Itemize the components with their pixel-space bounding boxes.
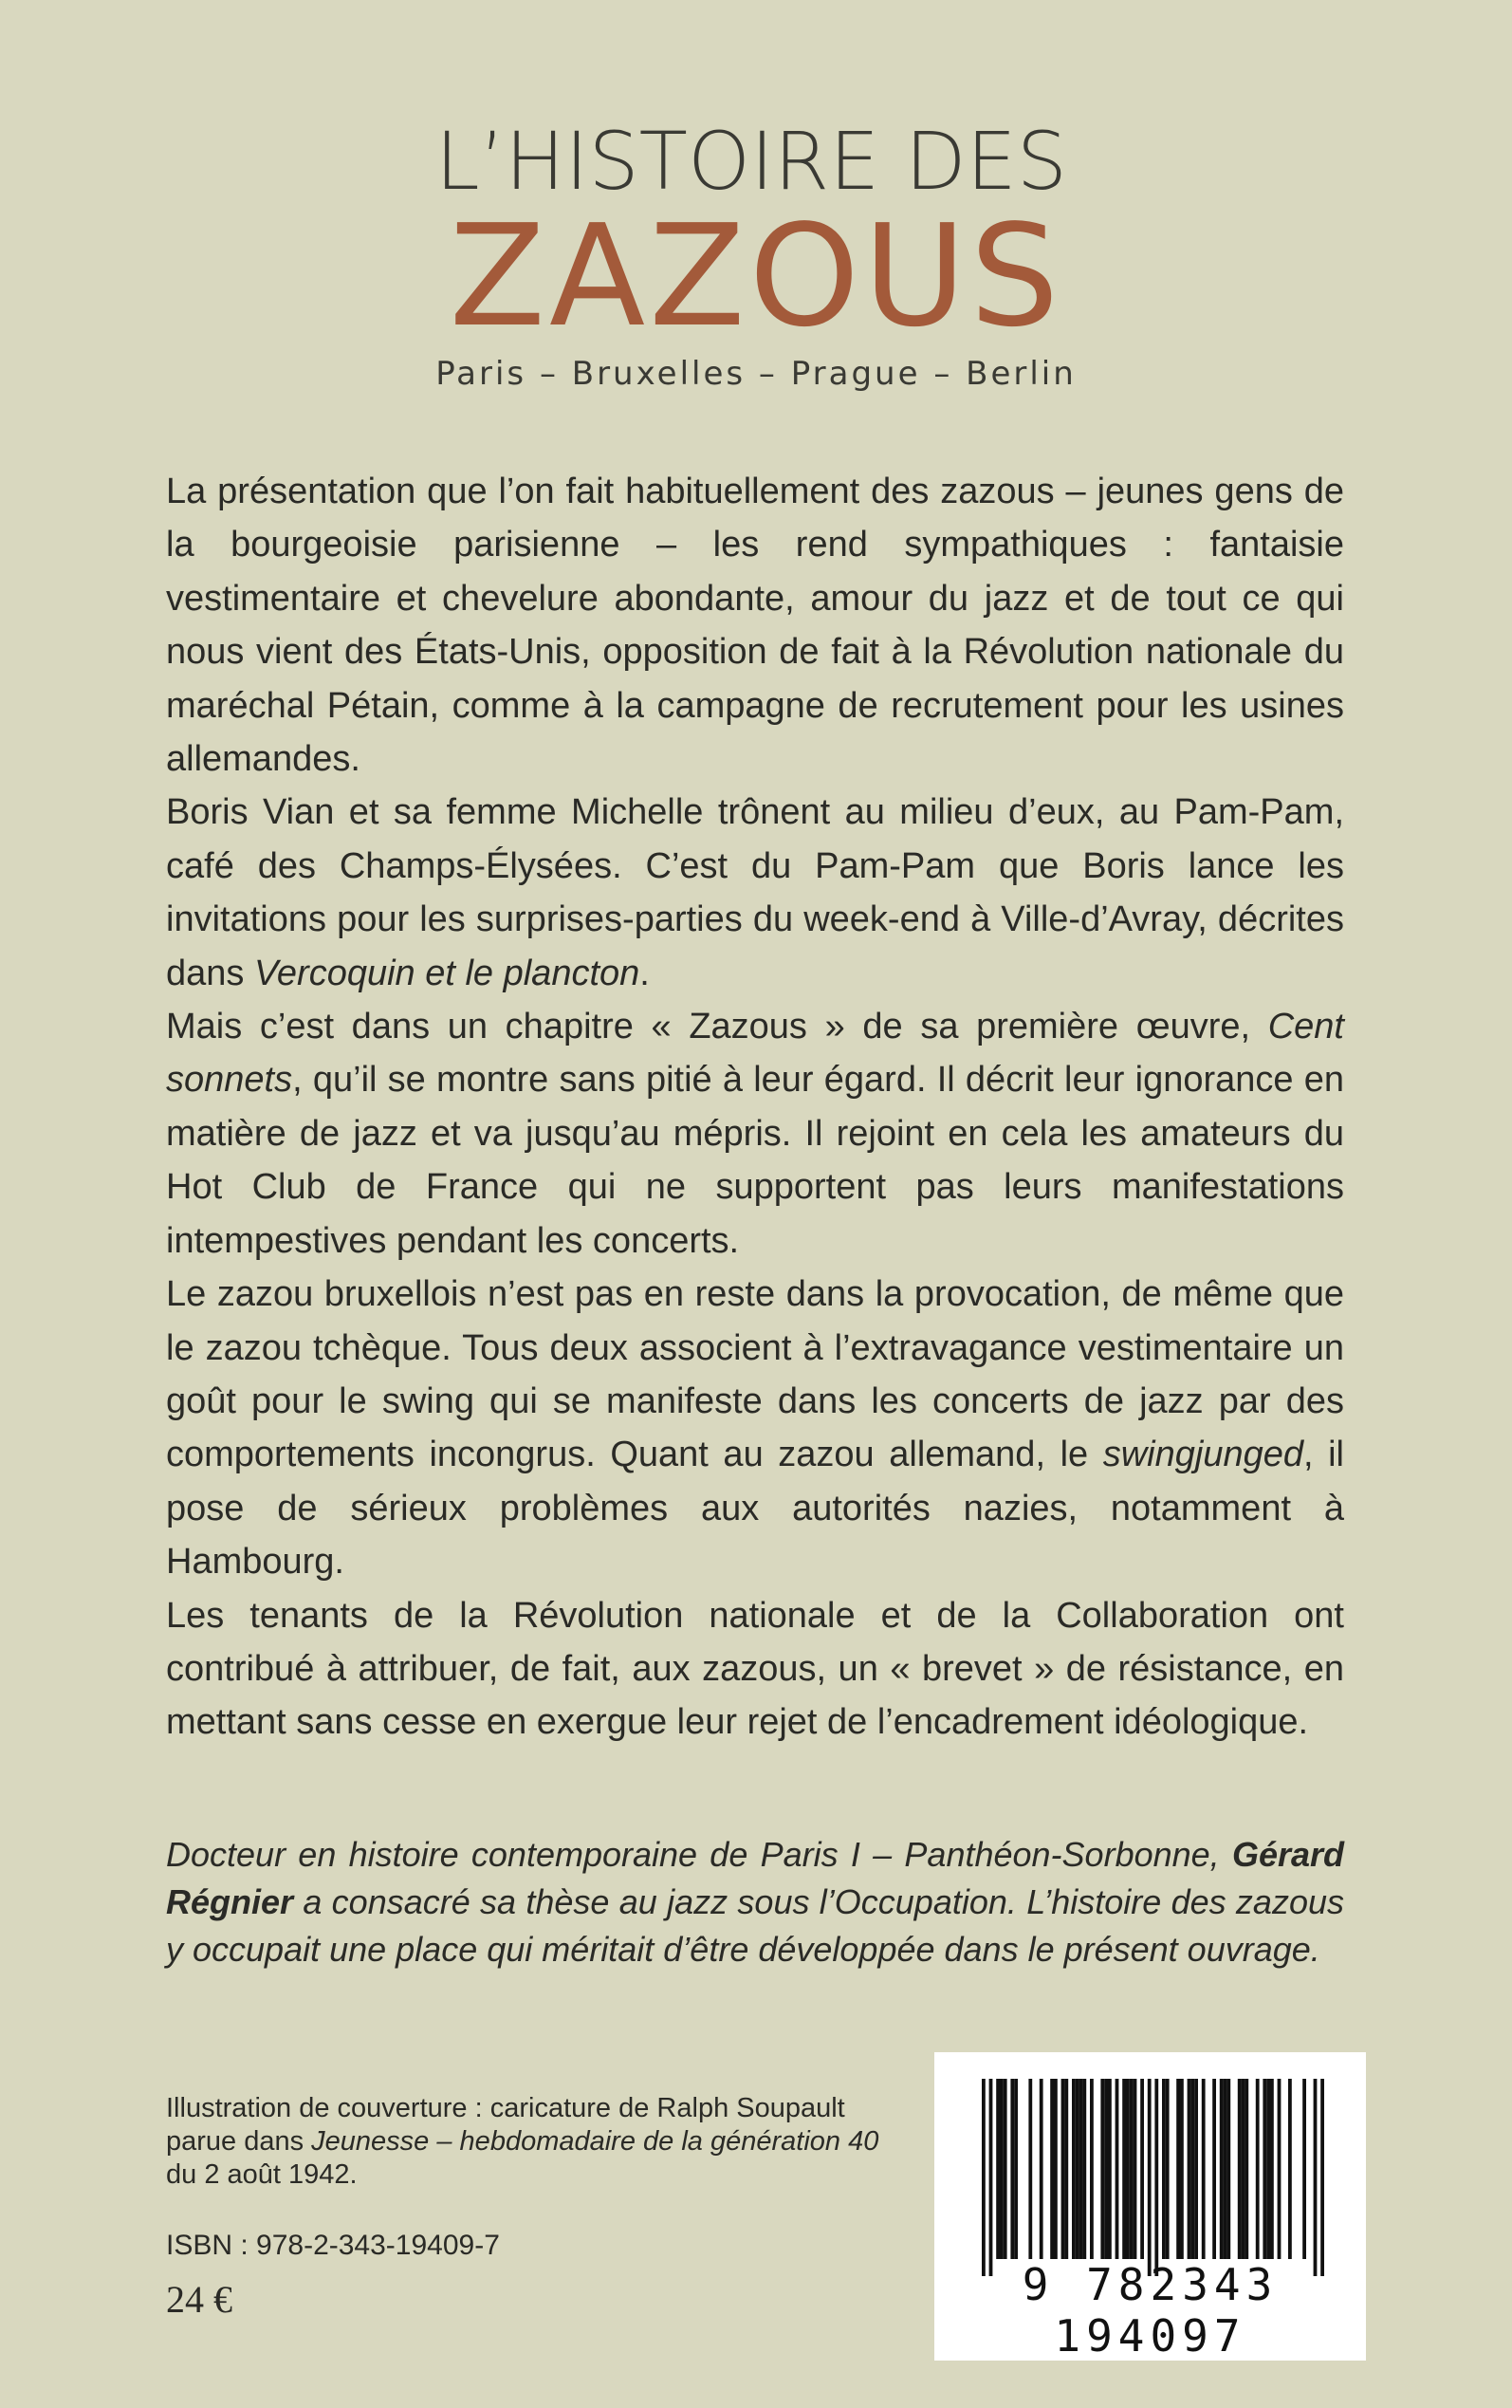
barcode-bar: [1140, 2079, 1144, 2259]
blurb-paragraph: Mais c’est dans un chapitre « Zazous » de sa première œuvre, Cent sonnets, qu’il se montre sans pitié à leur égard. Il décrit leur ignorance en matière de jazz et va jusqu’au mépris. Il rejoint en cela les amateurs du Hot Club de France qui ne supportent pas leurs manifestations intempestives pendant les concerts.: [166, 1007, 1344, 1261]
foreign-term: swingjunged: [1102, 1435, 1303, 1475]
barcode-bar: [1148, 2079, 1152, 2276]
back-cover-blurb: [166, 465, 1344, 1750]
barcode-bar: [1000, 2079, 1004, 2259]
barcode-bar: [1212, 2079, 1216, 2259]
barcode-bar: [1256, 2079, 1260, 2259]
author-name: Gérard Régnier: [166, 1835, 1344, 1921]
barcode-bar: [1266, 2079, 1270, 2259]
barcode-bar: [1134, 2079, 1137, 2259]
barcode-bar: [1100, 2079, 1104, 2259]
barcode-bar: [982, 2079, 986, 2276]
book-title-line1: L’HISTOIRE DES: [434, 115, 1068, 208]
barcode: [934, 2052, 1366, 2361]
barcode-bar: [1004, 2079, 1007, 2259]
barcode-bar: [1072, 2079, 1076, 2259]
barcode-bar: [1010, 2079, 1014, 2259]
isbn: ISBN : 978-2-343-19409-7: [166, 2230, 500, 2261]
title-block: [0, 114, 1512, 393]
barcode-bar: [1245, 2079, 1248, 2259]
barcode-bar: [1314, 2079, 1318, 2276]
book-reference: Vercoquin et le plancton: [253, 953, 640, 993]
barcode-bar: [1090, 2079, 1094, 2259]
barcode-bar: [1188, 2079, 1191, 2259]
barcode-bar: [1040, 2079, 1043, 2259]
book-subtitle: Paris – Bruxelles – Prague – Berlin: [435, 355, 1077, 393]
barcode-bar: [1064, 2079, 1068, 2259]
barcode-digits: 9 782343 194097: [1022, 2259, 1279, 2362]
barcode-bar: [1190, 2079, 1194, 2259]
barcode-bar: [989, 2079, 993, 2276]
barcode-bar: [1079, 2079, 1083, 2259]
barcode-bar: [1278, 2079, 1282, 2259]
barcode-bar: [1202, 2079, 1206, 2259]
barcode-bar: [1126, 2079, 1130, 2259]
barcode-bar: [1263, 2079, 1266, 2259]
blurb-paragraph: Boris Vian et sa femme Michelle trônent au milieu d’eux, au Pam-Pam, café des Champs-Élysées. C’est du Pam-Pam que Boris lance les invitations pour les surprises-parties du week-end à Ville-d’Avray, décrites dans Vercoquin et le plancton.: [166, 792, 1344, 993]
barcode-bar: [1180, 2079, 1184, 2259]
barcode-bar: [1028, 2079, 1032, 2259]
book-title-line2: ZAZOUS: [449, 194, 1063, 358]
barcode-bar: [1270, 2079, 1274, 2259]
barcode-bar: [1054, 2079, 1058, 2259]
barcode-bar: [1242, 2079, 1245, 2259]
barcode-bar: [1082, 2079, 1086, 2259]
barcode-bar: [1154, 2079, 1158, 2276]
price: 24 €: [166, 2278, 232, 2321]
barcode-bar: [1220, 2079, 1224, 2259]
barcode-bar: [1162, 2079, 1166, 2259]
barcode-bar: [1224, 2079, 1227, 2259]
barcode-bar: [1104, 2079, 1108, 2259]
barcode-bar: [1226, 2079, 1230, 2259]
barcode-bar: [1108, 2079, 1112, 2259]
barcode-bar: [1320, 2079, 1324, 2276]
barcode-bar: [1176, 2079, 1180, 2259]
barcode-bar: [1050, 2079, 1054, 2259]
barcode-bar: [1194, 2079, 1198, 2259]
barcode-bar: [1288, 2079, 1292, 2259]
author-bio: Docteur en histoire contemporaine de Paris I – Panthéon-Sorbonne, Gérard Régnier a consacré sa thèse au jazz sous l’Occupation. L’histoire des zazous y occupait une place qui méritait d’être développée dans le présent ouvrage.: [166, 1835, 1344, 1969]
illustration-credit: Illustration de couverture : caricature de Ralph Soupault parue dans Jeunesse – hebdomadaire de la génération 40 du 2 août 1942.: [166, 2093, 879, 2190]
book-reference: Cent sonnets: [166, 1007, 1344, 1101]
barcode-bar: [1061, 2079, 1065, 2259]
barcode-bar: [1130, 2079, 1134, 2259]
barcode-bar: [1302, 2079, 1306, 2259]
barcode-bar: [996, 2079, 1000, 2259]
blurb-paragraph: Le zazou bruxellois n’est pas en reste dans la provocation, de même que le zazou tchèque. Tous deux associent à l’extravagance vestimentaire un goût pour le swing qui se manifeste dans les concerts de jazz par des comportements incongrus. Quant au zazou allemand, le swingjunged, il pose de sérieux problèmes aux autorités nazies, notamment à Hambourg.: [166, 1274, 1344, 1583]
barcode-bar: [1116, 2079, 1119, 2259]
blurb-paragraph: Les tenants de la Révolution nationale et de la Collaboration ont contribué à attribuer, de fait, aux zazous, un « brevet » de résistance, en mettant sans cesse en exergue leur rejet de l’encadrement idéologique.: [166, 1595, 1344, 1743]
barcode-bar: [1014, 2079, 1018, 2259]
barcode-bar: [1238, 2079, 1242, 2259]
blurb-paragraph: La présentation que l’on fait habituellement des zazous – jeunes gens de la bourgeoisie parisienne – les rend sympathiques : fantaisie vestimentaire et chevelure abondante, amour du jazz et de tout ce qui nous vient des États-Unis, opposition de fait à la Révolution nationale du maréchal Pétain, comme à la campagne de recrutement pour les usines allemandes.: [166, 472, 1344, 780]
barcode-bar: [1076, 2079, 1079, 2259]
barcode-bar: [1166, 2079, 1170, 2259]
barcode-bar: [1122, 2079, 1126, 2259]
